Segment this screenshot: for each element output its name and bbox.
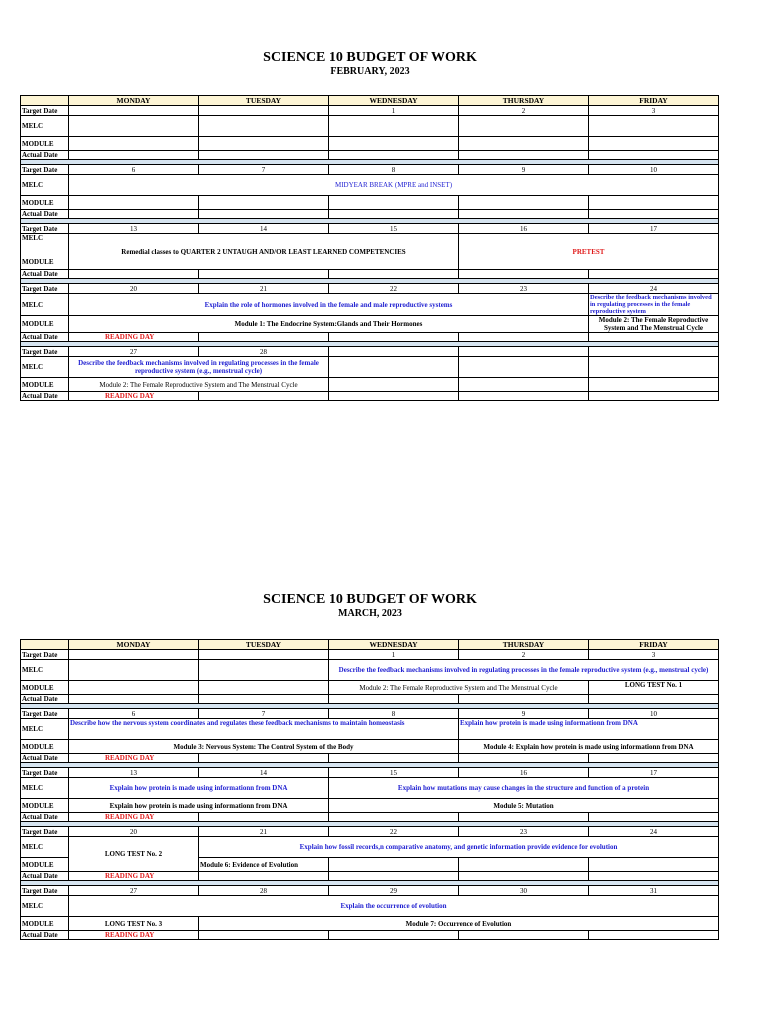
- date-cell: 17: [589, 768, 719, 778]
- date-cell: 21: [199, 284, 329, 294]
- date-cell: 28: [199, 886, 329, 896]
- date-cell: 22: [329, 827, 459, 837]
- date-cell: 6: [69, 165, 199, 175]
- midyear-break-text: MIDYEAR BREAK (MPRE and INSET): [69, 175, 719, 196]
- melc-text: Describe the feedback mechanisms involved in regulating processes in the female reproductive system (e.g., menstrual cycle): [329, 660, 719, 681]
- date-cell: 23: [459, 284, 589, 294]
- reading-day-text: READING DAY: [69, 392, 199, 401]
- feb-title: SCIENCE 10 BUDGET OF WORK: [263, 50, 477, 65]
- module-label: MODULE: [21, 740, 69, 754]
- date-cell: 17: [589, 224, 719, 234]
- date-cell: [69, 106, 199, 116]
- day-tuesday: TUESDAY: [199, 96, 329, 106]
- melc-label: MELC MODULE: [21, 234, 69, 270]
- reading-day-text: READING DAY: [69, 754, 199, 763]
- mar-table: [20, 639, 719, 940]
- melc-label: MELC: [21, 778, 69, 799]
- feb-table: [20, 95, 719, 401]
- date-cell: 8: [329, 165, 459, 175]
- date-cell: 3: [589, 106, 719, 116]
- actual-date-label: Actual Date: [21, 333, 69, 342]
- module-label: MODULE: [21, 378, 69, 392]
- date-cell: 1: [329, 106, 459, 116]
- date-cell: 30: [459, 886, 589, 896]
- date-cell: 31: [589, 886, 719, 896]
- melc-label: MELC: [21, 357, 69, 378]
- module-text: Module 6: Evidence of Evolution: [199, 858, 329, 872]
- date-cell: [459, 347, 589, 357]
- day-wednesday: WEDNESDAY: [329, 640, 459, 650]
- mar-subtitle: MARCH, 2023: [338, 608, 402, 619]
- module-text: Explain how protein is made using informationn from DNA: [69, 799, 329, 813]
- target-date-label: Target Date: [21, 347, 69, 357]
- header-corner: [21, 640, 69, 650]
- date-cell: 1: [329, 650, 459, 660]
- target-date-label: Target Date: [21, 165, 69, 175]
- module-label: MODULE: [21, 681, 69, 695]
- feb-subtitle: FEBRUARY, 2023: [330, 66, 410, 77]
- date-cell: 27: [69, 347, 199, 357]
- target-date-label: Target Date: [21, 827, 69, 837]
- module-label: MODULE: [21, 799, 69, 813]
- melc-text: Describe the feedback mechanisms involved in regulating processes in the female reproductive system: [589, 294, 719, 316]
- melc-text: Describe the feedback mechanisms involved in regulating processes in the female reproductive system (e.g., menstrual cycle): [69, 357, 329, 378]
- long-test-text: LONG TEST No. 1: [589, 681, 719, 695]
- date-cell: 6: [69, 709, 199, 719]
- target-date-label: Target Date: [21, 650, 69, 660]
- target-date-label: Target Date: [21, 768, 69, 778]
- actual-date-label: Actual Date: [21, 270, 69, 279]
- melc-label: MELC: [21, 660, 69, 681]
- module-text: Module 4: Explain how protein is made using informationn from DNA: [459, 740, 719, 754]
- target-date-label: Target Date: [21, 284, 69, 294]
- date-cell: [69, 650, 199, 660]
- date-cell: 24: [589, 827, 719, 837]
- day-tuesday: TUESDAY: [199, 640, 329, 650]
- day-thursday: THURSDAY: [459, 640, 589, 650]
- date-cell: 7: [199, 165, 329, 175]
- date-cell: 15: [329, 224, 459, 234]
- date-cell: 8: [329, 709, 459, 719]
- actual-date-label: Actual Date: [21, 754, 69, 763]
- module-text: Module 3: Nervous System: The Control System of the Body: [69, 740, 459, 754]
- date-cell: 9: [459, 165, 589, 175]
- target-date-label: Target Date: [21, 106, 69, 116]
- date-cell: 10: [589, 165, 719, 175]
- actual-date-label: Actual Date: [21, 931, 69, 940]
- date-cell: 14: [199, 224, 329, 234]
- melc-text: Explain how protein is made using informationn from DNA: [69, 778, 329, 799]
- date-cell: 20: [69, 284, 199, 294]
- date-cell: [199, 650, 329, 660]
- date-cell: 29: [329, 886, 459, 896]
- actual-date-label: Actual Date: [21, 872, 69, 881]
- day-header-row: [21, 96, 719, 106]
- date-cell: 16: [459, 768, 589, 778]
- day-monday: MONDAY: [69, 640, 199, 650]
- melc-text: Explain how fossil records,n comparative anatomy, and genetic information provide evidence for evolution: [199, 837, 719, 858]
- melc-label: MELC: [21, 175, 69, 196]
- module-text: Module 2: The Female Reproductive System and The Menstrual Cycle: [589, 316, 719, 333]
- date-cell: 22: [329, 284, 459, 294]
- melc-text: Explain the role of hormones involved in the female and male reproductive systems: [69, 294, 589, 316]
- actual-date-label: Actual Date: [21, 392, 69, 401]
- module-text: Module 2: The Female Reproductive System and The Menstrual Cycle: [69, 378, 329, 392]
- melc-label: MELC: [21, 719, 69, 740]
- header-corner: [21, 96, 69, 106]
- module-label: MODULE: [21, 196, 69, 210]
- actual-date-label: Actual Date: [21, 695, 69, 704]
- actual-date-label: Actual Date: [21, 151, 69, 160]
- date-cell: 10: [589, 709, 719, 719]
- date-cell: 13: [69, 224, 199, 234]
- date-cell: 21: [199, 827, 329, 837]
- actual-date-label: Actual Date: [21, 813, 69, 822]
- melc-text: Describe how the nervous system coordinates and regulates these feedback mechanisms to maintain homeostasis: [69, 719, 459, 740]
- day-wednesday: WEDNESDAY: [329, 96, 459, 106]
- date-cell: 27: [69, 886, 199, 896]
- melc-label: MELC: [21, 294, 69, 316]
- module-text: Module 2: The Female Reproductive System and The Menstrual Cycle: [329, 681, 589, 695]
- module-text: Module 5: Mutation: [329, 799, 719, 813]
- reading-day-text: READING DAY: [69, 931, 199, 940]
- target-date-label: Target Date: [21, 886, 69, 896]
- date-cell: 23: [459, 827, 589, 837]
- date-cell: 24: [589, 284, 719, 294]
- module-text: Module 7: Occurrence of Evolution: [199, 917, 719, 931]
- actual-date-label: Actual Date: [21, 210, 69, 219]
- melc-label: MELC: [21, 116, 69, 137]
- module-label: MODULE: [21, 316, 69, 333]
- day-friday: FRIDAY: [589, 640, 719, 650]
- day-thursday: THURSDAY: [459, 96, 589, 106]
- date-cell: [199, 106, 329, 116]
- date-cell: 3: [589, 650, 719, 660]
- melc-label: MELC: [21, 837, 69, 858]
- date-cell: 16: [459, 224, 589, 234]
- long-test-text: LONG TEST No. 2: [69, 837, 199, 872]
- melc-text: Explain the occurrence of evolution: [69, 896, 719, 917]
- day-header-row: [21, 640, 719, 650]
- pretest-text: PRETEST: [459, 234, 719, 270]
- date-cell: 13: [69, 768, 199, 778]
- target-date-label: Target Date: [21, 224, 69, 234]
- melc-label: MELC: [21, 896, 69, 917]
- date-cell: 14: [199, 768, 329, 778]
- date-cell: 2: [459, 650, 589, 660]
- melc-text: Explain how protein is made using informationn from DNA: [459, 719, 719, 740]
- date-cell: [329, 347, 459, 357]
- module-label: MODULE: [21, 858, 69, 872]
- date-cell: 7: [199, 709, 329, 719]
- day-monday: MONDAY: [69, 96, 199, 106]
- module-label: MODULE: [21, 137, 69, 151]
- remedial-classes-text: Remedial classes to QUARTER 2 UNTAUGH AND/OR LEAST LEARNED COMPETENCIES: [69, 234, 459, 270]
- target-date-label: Target Date: [21, 709, 69, 719]
- reading-day-text: READING DAY: [69, 872, 199, 881]
- date-cell: [589, 347, 719, 357]
- reading-day-text: READING DAY: [69, 813, 199, 822]
- date-cell: 28: [199, 347, 329, 357]
- melc-text: Explain how mutations may cause changes in the structure and function of a protein: [329, 778, 719, 799]
- reading-day-text: READING DAY: [69, 333, 199, 342]
- long-test-text: LONG TEST No. 3: [69, 917, 199, 931]
- date-cell: 9: [459, 709, 589, 719]
- date-cell: 20: [69, 827, 199, 837]
- mar-title: SCIENCE 10 BUDGET OF WORK: [263, 592, 477, 607]
- day-friday: FRIDAY: [589, 96, 719, 106]
- date-cell: 2: [459, 106, 589, 116]
- module-label: MODULE: [21, 917, 69, 931]
- date-cell: 15: [329, 768, 459, 778]
- module-text: Module 1: The Endocrine System:Glands and Their Hormones: [69, 316, 589, 333]
